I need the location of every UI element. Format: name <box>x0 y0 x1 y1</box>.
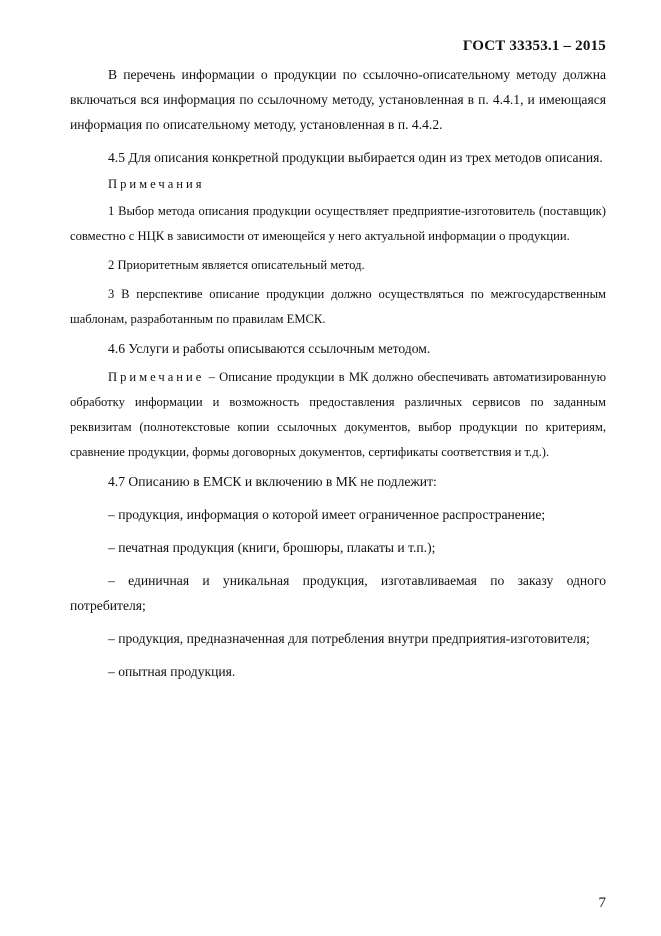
notes-title: Примечания <box>108 177 205 191</box>
note-3: 3 В перспективе описание продукции должно осуществляться по межгосударственным шаблонам, разработанным по правилам ЕМСК. <box>70 287 606 326</box>
note-single <box>70 365 606 465</box>
list-item: – продукция, информация о которой имеет ограниченное распространение; <box>108 507 546 522</box>
note-single-label: Примечание <box>108 370 205 384</box>
note-1: 1 Выбор метода описания продукции осуществляет предприятие-изготовитель (поставщик) совместно с НЦК в зависимости от имеющейся у него актуальной информации о продукции. <box>70 204 606 243</box>
note-single-text: Описание продукции в МК должно обеспечивать автоматизированную обработку информации и возможность предоставления различных сервисов по заданным реквизитам (полнотекстовые копии ссылочных документов, выбор продукции по критериям, сравнение продукции, формы договорных документов, сертификаты соответствия и т.д.). <box>70 370 607 459</box>
document-standard-id: ГОСТ 33353.1 – 2015 <box>462 38 606 54</box>
page-number: 7 <box>598 895 606 911</box>
document-body <box>70 62 606 684</box>
paragraph-method-list: В перечень информации о продукции по ссылочно-описательному методу должна включаться вся информация по ссылочному методу, установленная в п. 4.4.1, и имеющаяся информация по описательному методу, установленная в п. 4.4.2. <box>70 67 606 132</box>
list-item: – опытная продукция. <box>108 664 236 679</box>
paragraph-4-7: 4.7 Описанию в ЕМСК и включению в МК не подлежит: <box>108 474 437 489</box>
list-item: – единичная и уникальная продукция, изготавливаемая по заказу одного потребителя; <box>70 573 606 613</box>
list-item: – печатная продукция (книги, брошюры, плакаты и т.п.); <box>108 540 436 555</box>
note-2: 2 Приоритетным является описательный метод. <box>108 258 365 272</box>
list-item: – продукция, предназначенная для потребления внутри предприятия-изготовителя; <box>108 631 590 646</box>
paragraph-4-5: 4.5 Для описания конкретной продукции выбирается один из трех методов описания. <box>108 150 603 165</box>
paragraph-4-6: 4.6 Услуги и работы описываются ссылочным методом. <box>108 341 431 356</box>
note-single-dash: – <box>204 370 220 384</box>
